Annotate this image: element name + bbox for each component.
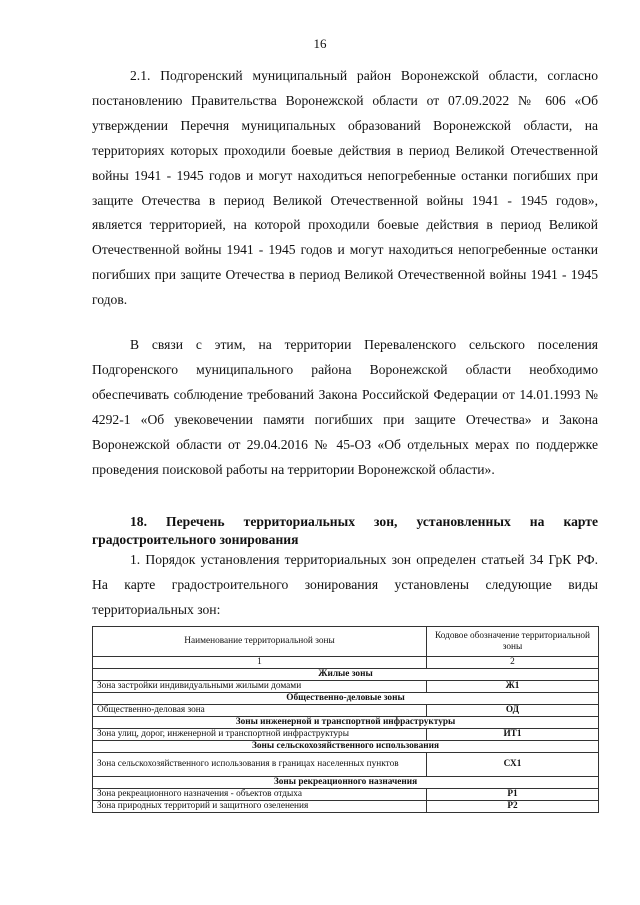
paragraph-legal-requirements: В связи с этим, на территории Перевaленского сельского поселения Подгоренского муниципального района Воронежской области необходимо обеспечивать соблюдение требований Закона Российской Федерации от 14.01.1993 № 4292-1 «Об увековечении памяти погибших при защите Отечества» и Закона Воронежской области от 29.04.2016 № 45-ОЗ «Об отдельных мерах по поддержке проведения поисковой работы на территории Воронежской области». bbox=[92, 337, 598, 477]
section-title-agricultural: Зоны сельскохозяйственного использования bbox=[93, 741, 599, 753]
column-number: 1 bbox=[93, 657, 427, 669]
zone-name: Зона рекреационного назначения - объектов отдыха bbox=[93, 789, 427, 801]
table-header-row bbox=[93, 627, 599, 657]
section-title-infrastructure: Зоны инженерной и транспортной инфраструктуры bbox=[93, 717, 599, 729]
table-row bbox=[93, 729, 599, 741]
section-row bbox=[93, 741, 599, 753]
zone-name: Общественно-деловая зона bbox=[93, 705, 427, 717]
paragraph-zone-order: 1. Порядок установления территориальных зон определен статьей 34 ГрК РФ. На карте градостроительного зонирования установлены следующие виды территориальных зон: bbox=[92, 552, 598, 617]
section-title-recreational: Зоны рекреационного назначения bbox=[93, 777, 599, 789]
section-row bbox=[93, 669, 599, 681]
table-row bbox=[93, 681, 599, 693]
table-row bbox=[93, 753, 599, 777]
page-number: 16 bbox=[313, 36, 327, 51]
zone-name: Зона улиц, дорог, инженерной и транспортной инфраструктуры bbox=[93, 729, 427, 741]
section-heading: 18. Перечень территориальных зон, установленных на карте градостроительного зонирования bbox=[92, 514, 598, 547]
section-row bbox=[93, 693, 599, 705]
section-row bbox=[93, 777, 599, 789]
zone-name: Зона природных территорий и защитного озеленения bbox=[93, 801, 427, 813]
column-number: 2 bbox=[427, 657, 599, 669]
zone-code: ОД bbox=[427, 705, 599, 717]
section-row bbox=[93, 717, 599, 729]
zone-code: Ж1 bbox=[427, 681, 599, 693]
paragraph-combat-territory: 2.1. Подгоренский муниципальный район Воронежской области, согласно постановлению Правительства Воронежской области от 07.09.2022 № 606 «Об утверждении Перечня муниципальных образований Воронежской области, на территориях которых проходили боевые действия в период Великой Отечественной войны 1941 - 1945 годов и могут находиться непогребенные останки погибших при защите Отечества в период Великой Отечественной войны 1941 - 1945 годов», является территорией, на которой проходили боевые действия в период Великой Отечественной войны 1941 - 1945 годов и могут находиться непогребенные останки погибших при защите Отечества в период Великой Отечественной войны 1941 - 1945 годов. bbox=[92, 68, 598, 308]
table-row bbox=[93, 705, 599, 717]
zones-table bbox=[92, 626, 599, 813]
zone-code: Р1 bbox=[427, 789, 599, 801]
column-number-row bbox=[93, 657, 599, 669]
table-row bbox=[93, 801, 599, 813]
column-header-code: Кодовое обозначение территориальной зоны bbox=[427, 627, 599, 657]
column-header-name: Наименование территориальной зоны bbox=[93, 627, 427, 657]
zone-code: ИТ1 bbox=[427, 729, 599, 741]
zone-name: Зона застройки индивидуальными жилыми домами bbox=[93, 681, 427, 693]
section-title-residential: Жилые зоны bbox=[93, 669, 599, 681]
table-row bbox=[93, 789, 599, 801]
zone-code: Р2 bbox=[427, 801, 599, 813]
section-title-business: Общественно-деловые зоны bbox=[93, 693, 599, 705]
zone-name: Зона сельскохозяйственного использования в границах населенных пунктов bbox=[93, 753, 427, 777]
zone-code: СХ1 bbox=[427, 753, 599, 777]
